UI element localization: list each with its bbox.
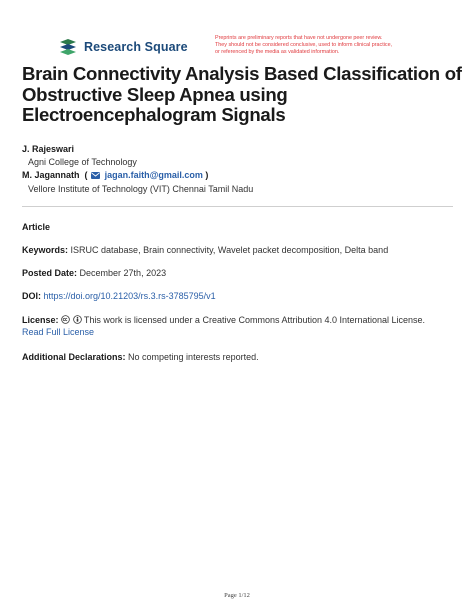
email-close-paren: ) xyxy=(205,170,209,181)
declarations-label: Additional Declarations: xyxy=(22,352,126,362)
brand-name: Research Square xyxy=(84,40,188,54)
section-divider xyxy=(22,206,453,207)
posted-date-label: Posted Date: xyxy=(22,268,78,278)
posted-date-line xyxy=(22,267,462,279)
read-full-license-link[interactable]: Read Full License xyxy=(22,327,95,337)
title-line: Obstructive Sleep Apnea using xyxy=(22,83,288,105)
email-open-paren: ( xyxy=(82,170,88,181)
author-list xyxy=(22,143,462,196)
posted-date-value: December 27th, 2023 xyxy=(79,268,167,278)
preprint-disclaimer xyxy=(215,35,455,57)
email-icon xyxy=(91,172,100,179)
cc-icon xyxy=(61,315,70,324)
license-text: This work is licensed under a Creative Commons Attribution 4.0 International License. xyxy=(83,315,426,325)
doi-line xyxy=(22,290,462,302)
license-label: License: xyxy=(22,315,59,325)
keywords-line xyxy=(22,244,462,256)
author-line xyxy=(22,169,462,182)
title-line: Electroencephalogram Signals xyxy=(22,104,286,125)
author-affiliation: Vellore Institute of Technology (VIT) Chennai Tamil Nadu xyxy=(28,183,254,194)
declarations-line xyxy=(22,351,462,363)
page-number: Page 1/12 xyxy=(224,592,250,599)
declarations-value: No competing interests reported. xyxy=(128,352,259,362)
title-line: Brain Connectivity Analysis Based Classification of xyxy=(22,63,462,84)
header xyxy=(0,0,474,64)
paper-title xyxy=(22,64,462,126)
disclaimer-line: They should not be considered conclusive, used to inform clinical practice, xyxy=(215,42,393,49)
research-square-logo-icon xyxy=(58,39,78,55)
keywords-label: Keywords: xyxy=(22,245,69,255)
author-name: M. Jagannath xyxy=(22,170,80,181)
by-icon xyxy=(73,315,82,324)
disclaimer-line: Preprints are preliminary reports that have not undergone peer review. xyxy=(215,35,383,41)
author-affiliation: Agni College of Technology xyxy=(28,157,137,168)
author-name: J. Rajeswari xyxy=(22,144,75,154)
license-block xyxy=(22,314,462,338)
research-square-logo[interactable] xyxy=(58,38,188,56)
article-type: Article xyxy=(22,222,51,232)
doi-label: DOI: xyxy=(22,291,41,301)
author-email-link[interactable]: jagan.faith@gmail.com xyxy=(104,170,203,181)
doi-link[interactable]: https://doi.org/10.21203/rs.3.rs-3785795/v1 xyxy=(43,291,216,301)
keywords-value: ISRUC database, Brain connectivity, Wavelet packet decomposition, Delta band xyxy=(70,245,389,255)
disclaimer-line: or referenced by the media as validated information. xyxy=(215,49,340,56)
